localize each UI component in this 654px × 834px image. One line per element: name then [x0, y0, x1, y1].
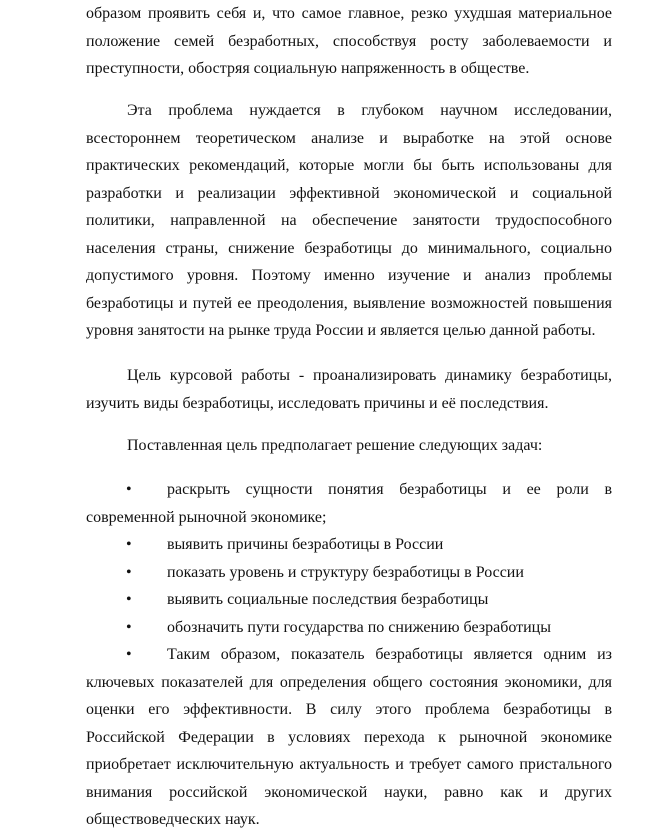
text-line: ключевых показателей для определения общего состояния экономики, для: [86, 673, 612, 691]
text-line: оценки его эффективности. В силу этого проблема безработицы в: [86, 701, 612, 718]
bullet-icon: •: [126, 536, 132, 553]
text-line: внимания российской экономической науки, равно как и других: [86, 783, 612, 801]
text-line: положение семей безработных, способствуя росту заболеваемости и: [86, 32, 612, 50]
bullet-icon: •: [126, 563, 132, 581]
text-line: разработки и реализации эффективной экономической и социальной: [86, 184, 612, 202]
paragraph-consequences: [86, 0, 612, 83]
paragraph-goal: [86, 362, 612, 417]
text-line: преступности, обостряя социальную напряженность в обществе.: [86, 60, 530, 77]
text-line: Поставленная цель предполагает решение следующих задач:: [127, 437, 543, 454]
text-line: всестороннем теоретическом анализе и выработке на этой основе: [86, 129, 612, 147]
text-line: изучить виды безработицы, исследовать причины и её последствия.: [86, 394, 549, 412]
text-line: политики, направленной на обеспечение занятости трудоспособного: [86, 212, 612, 229]
list-item: [86, 531, 612, 559]
text-line: населения страны, снижение безработицы до минимального, социально: [86, 239, 612, 257]
list-item: [86, 586, 612, 614]
text-line: обществоведческих наук.: [86, 811, 260, 828]
text-line: допустимого уровня. Поэтому именно изучение и анализ проблемы: [86, 267, 612, 284]
bullet-icon: •: [126, 646, 132, 663]
text-line: практических рекомендаций, которые могли бы быть использованы для: [86, 157, 612, 174]
list-item-text: раскрыть сущности понятия безработицы и ее роли в: [167, 481, 612, 498]
text-line: Эта проблема нуждается в глубоком научном исследовании,: [127, 102, 612, 119]
list-item-text: выявить причины безработицы в России: [167, 536, 444, 553]
paragraph-tasks-intro: [86, 432, 612, 460]
bullet-icon: •: [126, 591, 132, 608]
text-line: Цель курсовой работы - проанализировать динамику безработицы,: [127, 367, 612, 384]
list-item: [86, 614, 612, 642]
list-item-text: Таким образом, показатель безработицы является одним из: [167, 646, 612, 663]
tasks-list: [86, 476, 612, 834]
list-item: [86, 476, 612, 531]
text-line: приобретает исключительную актуальность и требует самого пристального: [86, 756, 612, 773]
paragraph-problem-relevance: [86, 97, 612, 345]
bullet-icon: •: [126, 481, 132, 498]
text-line: безработицы и путей ее преодоления, выявление возможностей повышения: [86, 294, 612, 312]
text-line: уровня занятости на рынке труда России и является целью данной работы.: [86, 322, 596, 339]
list-item-text: обозначить пути государства по снижению безработицы: [167, 618, 551, 636]
text-line: Российской Федерации в условиях перехода к рыночной экономике: [86, 728, 612, 746]
list-item: [86, 641, 612, 834]
text-line: современной рыночной экономике;: [86, 508, 327, 526]
text-line: образом проявить себя и, что самое главное, резко ухудшая материальное: [86, 5, 612, 22]
list-item: [86, 559, 612, 587]
bullet-icon: •: [126, 618, 132, 636]
list-item-text: показать уровень и структуру безработицы в России: [167, 563, 524, 581]
list-item-text: выявить социальные последствия безработицы: [167, 591, 489, 608]
